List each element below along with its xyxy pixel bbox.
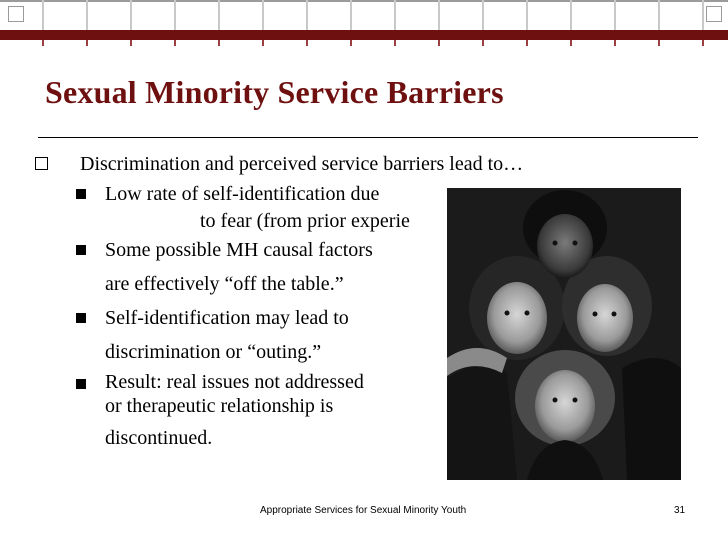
header-band bbox=[0, 0, 728, 46]
header-red-bar bbox=[0, 30, 728, 40]
sub-bullet-line: to fear (from prior experie bbox=[200, 210, 410, 232]
slide-title: Sexual Minority Service Barriers bbox=[45, 74, 504, 110]
group-photo-illustration bbox=[447, 188, 681, 480]
filled-square-bullet-icon bbox=[76, 245, 86, 255]
footer-text: Appropriate Services for Sexual Minority Youth bbox=[260, 505, 467, 516]
page-number: 31 bbox=[674, 505, 686, 516]
filled-square-bullet-icon bbox=[76, 313, 86, 323]
sub-bullet-line: Some possible MH causal factors bbox=[105, 239, 373, 261]
sub-bullet-line: or therapeutic relationship is bbox=[105, 395, 334, 417]
sub-bullet-line: are effectively “off the table.” bbox=[105, 273, 344, 295]
corner-square-right bbox=[706, 6, 722, 22]
sub-bullet-line: discontinued. bbox=[105, 427, 213, 449]
group-photo bbox=[447, 188, 681, 480]
header-grid bbox=[0, 0, 728, 31]
sub-bullet-line: discrimination or “outing.” bbox=[105, 341, 322, 363]
bullet-item bbox=[30, 150, 680, 178]
filled-square-bullet-icon bbox=[76, 189, 86, 199]
hollow-square-bullet-icon bbox=[35, 157, 48, 170]
filled-square-bullet-icon bbox=[76, 379, 86, 389]
corner-square-left bbox=[8, 6, 24, 22]
title-underline bbox=[38, 137, 698, 138]
sub-bullet-line: Low rate of self-identification due bbox=[105, 183, 380, 205]
sub-bullet-line: Result: real issues not addressed bbox=[105, 371, 364, 393]
header-red-bar-lower bbox=[0, 40, 728, 46]
sub-bullet-line: Self-identification may lead to bbox=[105, 307, 349, 329]
bullet-text: Discrimination and perceived service barriers lead to… bbox=[80, 153, 524, 175]
